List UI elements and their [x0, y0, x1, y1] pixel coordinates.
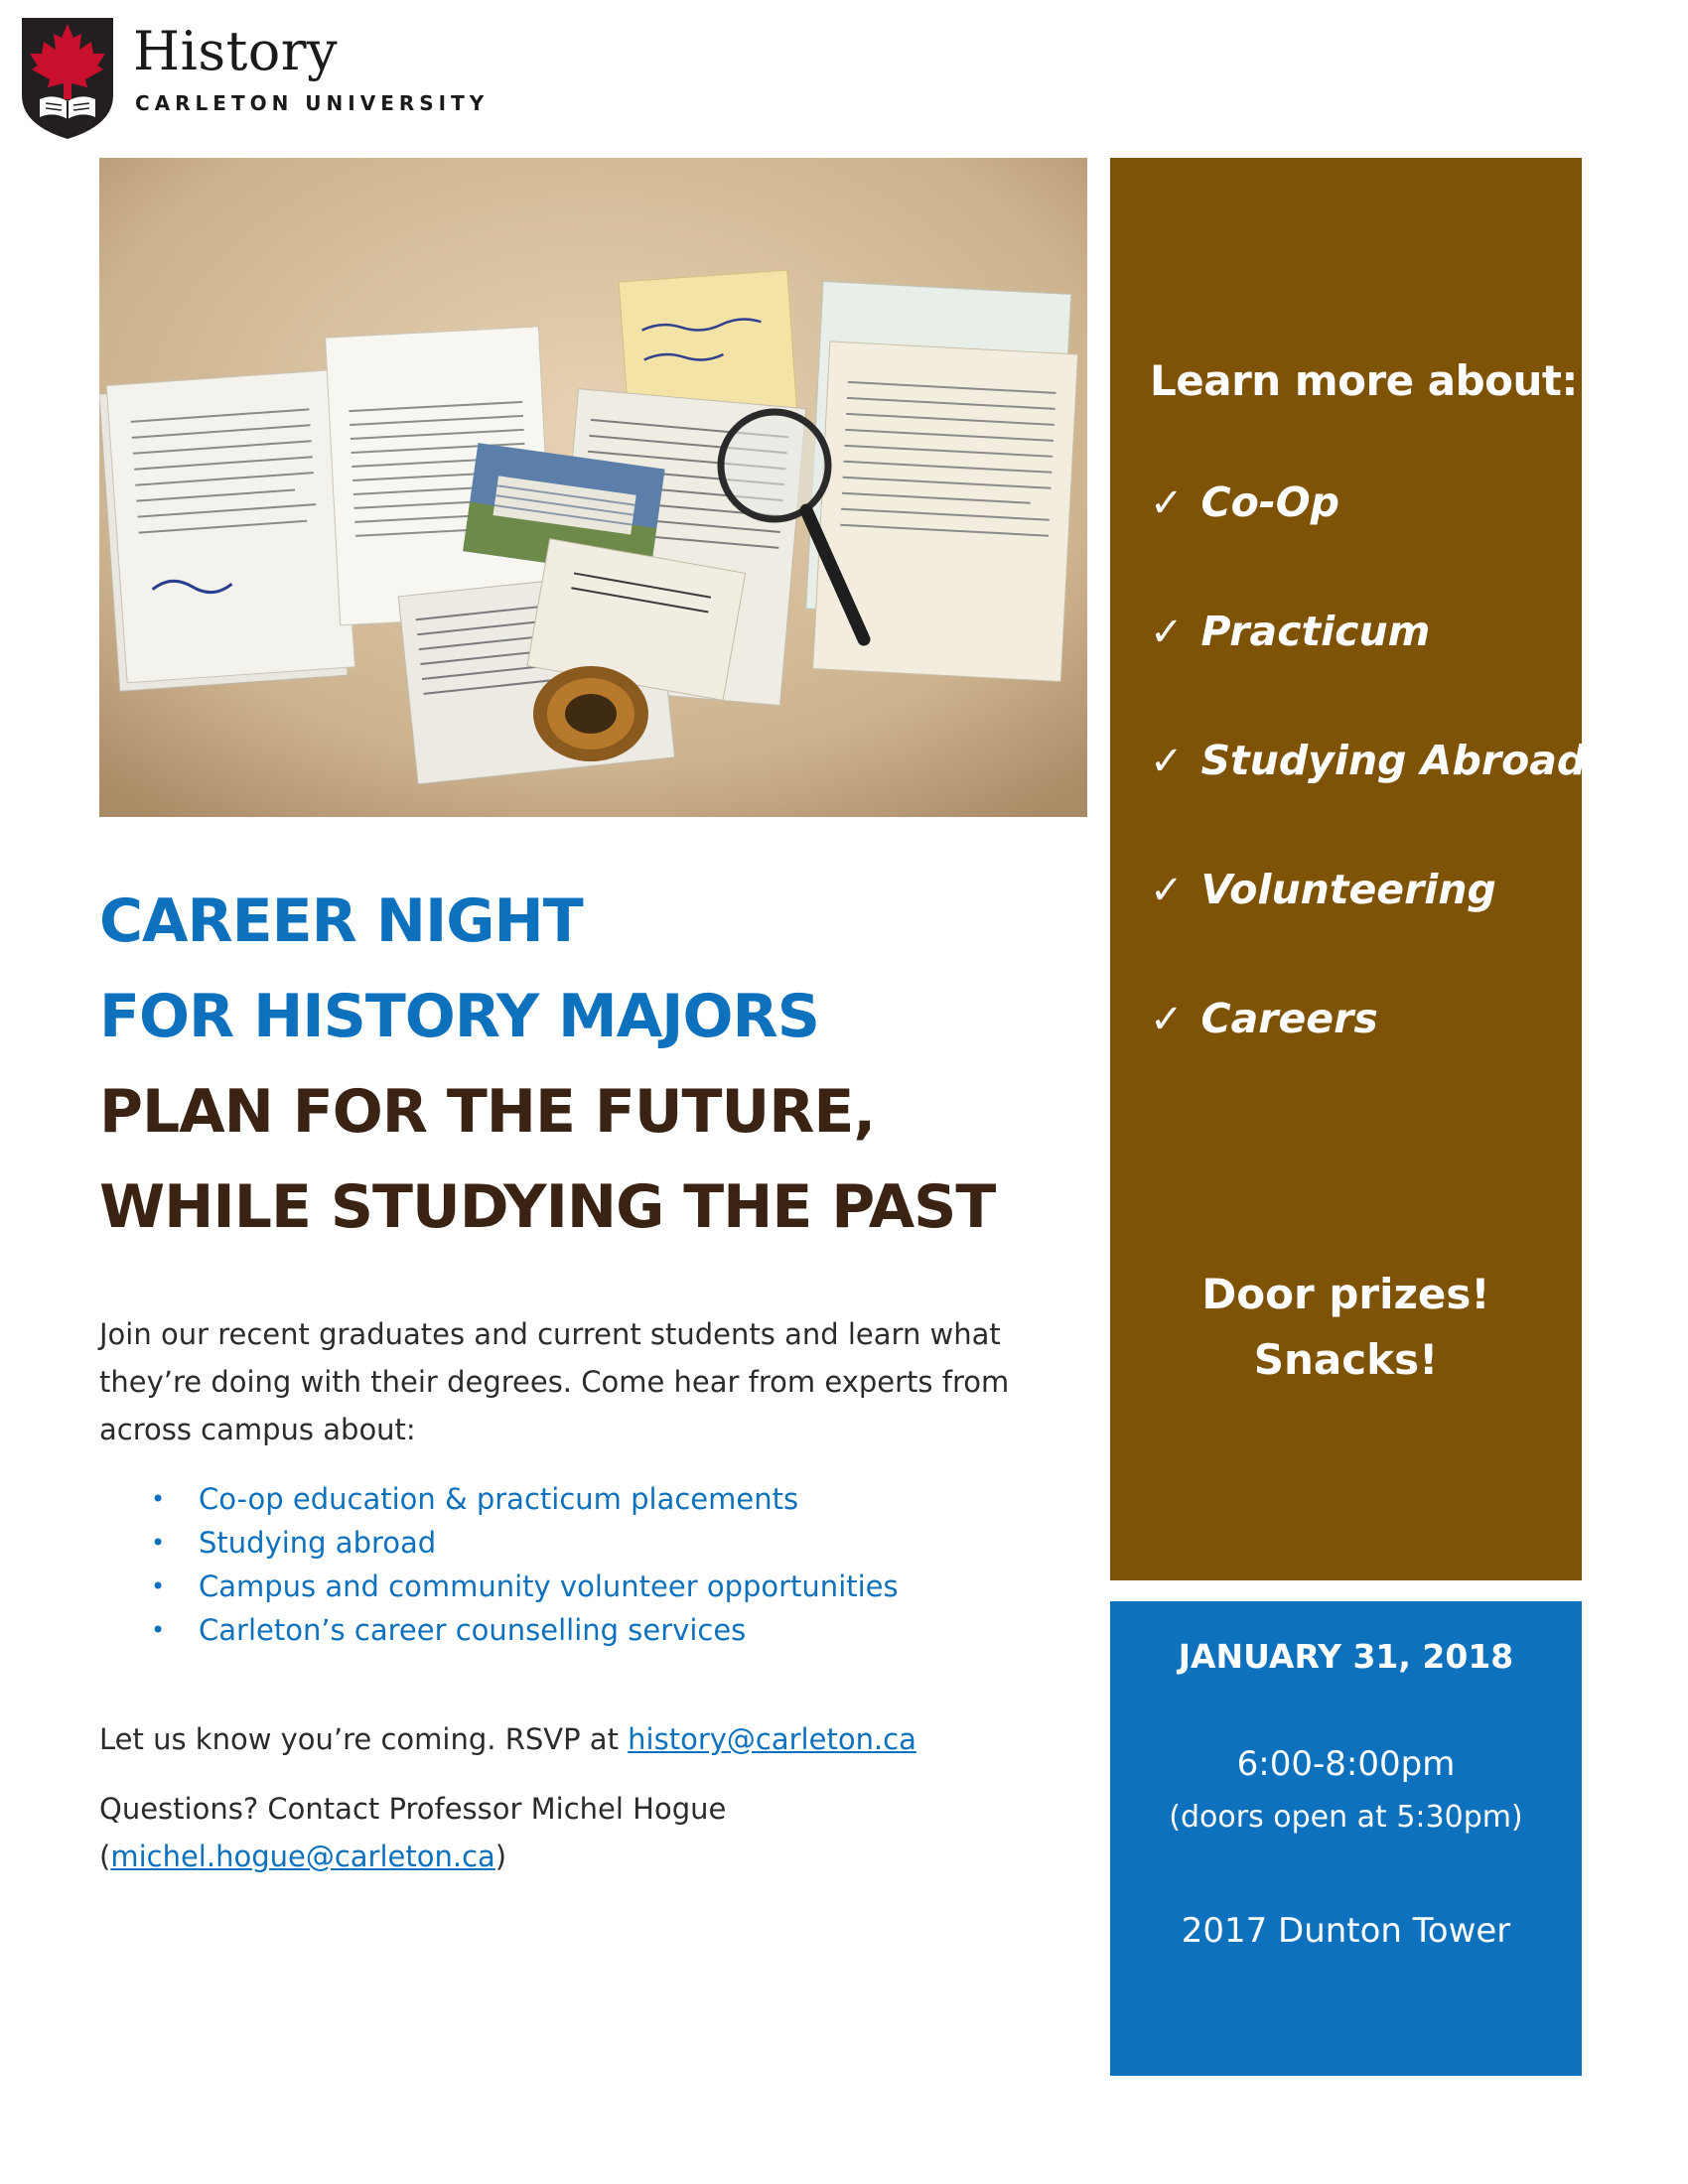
- list-item: [99, 1565, 1033, 1608]
- checkmark-icon: ✓: [1150, 868, 1184, 913]
- learn-item-label: Practicum: [1200, 608, 1431, 655]
- list-item: [1150, 478, 1586, 607]
- topic-text: Carleton’s career counselling services: [199, 1613, 747, 1647]
- heading-history-majors: FOR HISTORY MAJORS: [99, 982, 819, 1051]
- list-item: [99, 1477, 1033, 1521]
- bullet-icon: •: [151, 1572, 166, 1600]
- door-prizes-text: Door prizes!: [1201, 1270, 1490, 1318]
- contact-email-link[interactable]: michel.hogue@carleton.ca: [110, 1840, 495, 1873]
- open-paren: (: [99, 1840, 111, 1873]
- logo-wordmark: History: [133, 20, 339, 82]
- event-details-panel: [1110, 1601, 1582, 2076]
- bullet-icon: •: [151, 1529, 166, 1557]
- close-paren: ): [494, 1840, 507, 1873]
- heading-plan-future: PLAN FOR THE FUTURE,: [99, 1077, 876, 1147]
- intro-paragraph: Join our recent graduates and current students and learn what they’re doing with their degrees. Come hear from experts from across campus about:: [99, 1317, 1010, 1446]
- event-date: JANUARY 31, 2018: [1178, 1637, 1514, 1676]
- event-location: 2017 Dunton Tower: [1181, 1911, 1511, 1951]
- event-time: 6:00-8:00pm: [1236, 1744, 1456, 1784]
- rsvp-email-link[interactable]: history@carleton.ca: [628, 1722, 916, 1756]
- checkmark-icon: ✓: [1150, 997, 1184, 1042]
- questions-block: [99, 1785, 1072, 1880]
- checkmark-icon: ✓: [1150, 739, 1184, 784]
- topics-list: [99, 1477, 1033, 1652]
- list-item: [99, 1608, 1033, 1652]
- learn-item-label: Volunteering: [1200, 866, 1496, 913]
- list-item: [1150, 607, 1586, 736]
- learn-item-label: Co-Op: [1200, 478, 1339, 526]
- topic-text: Campus and community volunteer opportunities: [199, 1570, 899, 1603]
- carleton-shield-icon: [18, 14, 117, 143]
- learn-more-title: Learn more about:: [1150, 356, 1578, 405]
- bullet-icon: •: [151, 1616, 166, 1644]
- rsvp-text: Let us know you’re coming. RSVP at: [99, 1722, 629, 1756]
- learn-more-list: [1150, 478, 1586, 1123]
- list-item: [1150, 736, 1586, 865]
- questions-text: Questions? Contact Professor Michel Hogue: [99, 1792, 727, 1826]
- learn-more-panel: [1110, 158, 1587, 1580]
- learn-item-label: Studying Abroad: [1200, 737, 1587, 784]
- topic-text: Co-op education & practicum placements: [199, 1482, 799, 1516]
- checkmark-icon: ✓: [1150, 480, 1184, 526]
- topic-text: Studying abroad: [199, 1526, 437, 1560]
- headings-block: [99, 874, 1092, 1255]
- list-item: [99, 1521, 1033, 1565]
- snacks-text: Snacks!: [1253, 1335, 1439, 1384]
- logo-subtitle: CARLETON UNIVERSITY: [135, 91, 490, 115]
- rsvp-line: [99, 1715, 1072, 1763]
- doors-open-note: (doors open at 5:30pm): [1169, 1800, 1523, 1835]
- learn-item-label: Careers: [1200, 995, 1378, 1042]
- carleton-history-logo: [18, 14, 494, 143]
- heading-studying-past: WHILE STUDYING THE PAST: [99, 1172, 996, 1242]
- bullet-icon: •: [151, 1485, 166, 1513]
- list-item: [1150, 865, 1586, 994]
- checkmark-icon: ✓: [1150, 610, 1184, 655]
- heading-career-night: CAREER NIGHT: [99, 887, 583, 956]
- perks-text: [1110, 1262, 1582, 1393]
- archival-documents-photo: [99, 158, 1087, 817]
- list-item: [1150, 994, 1586, 1123]
